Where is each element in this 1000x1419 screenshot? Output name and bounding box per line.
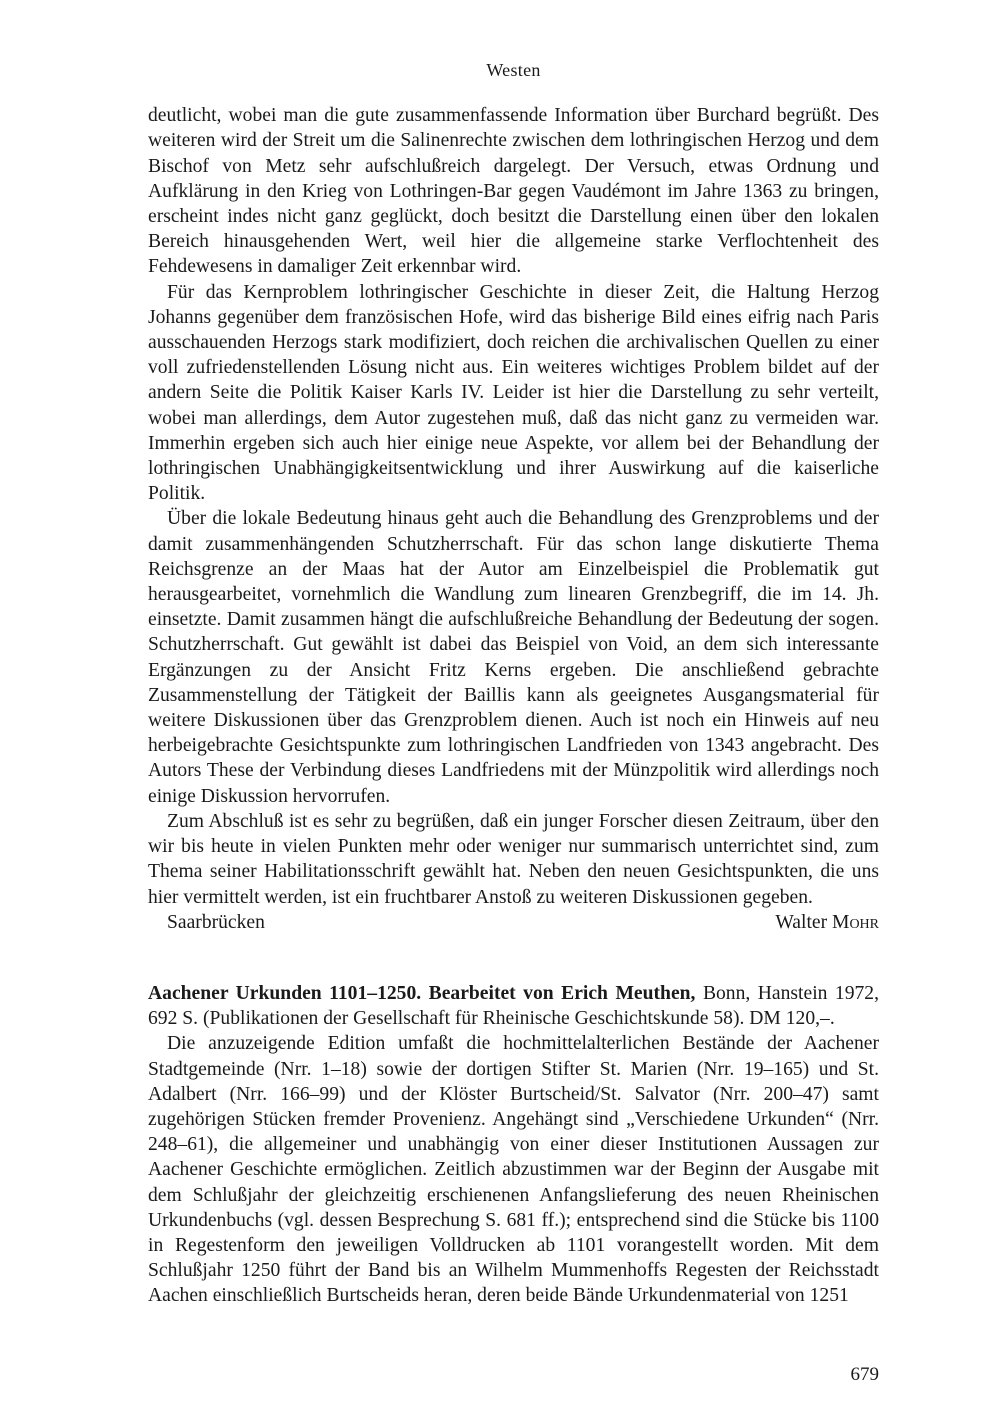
paragraph-4: Zum Abschluß ist es sehr zu begrüßen, daß ein junger Forscher diesen Zeitraum, über den wir bis heute in vielen Punkten mehr oder weniger nur summarisch unterrichtet sind, zum Thema seiner Habilitationsschrift gewählt hat. Neben den neuen Gesichtspunkten, die uns hier vermittelt werden, ist ein fruchtbarer Anstoß zu weiteren Diskussionen gegeben. — [148, 810, 879, 908]
entry-title: Aachener Urkunden 1101–1250. Bearbeitet von Erich Meuthen, — [148, 982, 696, 1004]
entry-paragraph: Die anzuzeigende Edition umfaßt die hochmittelalterlichen Bestände der Aachener Stadtgemeinde (Nrr. 1–18) sowie der dortigen Stifter St. Marien (Nrr. 19–165) und St. Adalbert (Nrr. 166–99) und der Klöster Burtscheid/St. Salvator (Nrr. 200–47) samt zugehörigen Stücken fremder Provenienz. Angehängt sind „Verschiedene Urkunden“ (Nrr. 248–61), die allgemeiner und unabhängig von einer dieser Institutionen Aussagen zur Aachener Geschichte ermöglichen. Zeitlich abzustimmen war der Beginn der Ausgabe mit dem Schlußjahr der gleichzeitig erschienenen Anfangslieferung des neuen Rheinischen Urkundenbuchs (vgl. dessen Besprechung S. 681 ff.); entsprechend sind die Stücke bis 1100 in Regestenform den jeweiligen Volldrucken ab 1101 vorangestellt worden. Mit dem Schlußjahr 1250 führt der Band bis an Wilhelm Mummenhoffs Regesten der Reichsstadt Aachen einschließlich Burtscheids heran, deren beide Bände Urkundenmaterial von 1251 — [148, 1033, 879, 1307]
paragraph-1: deutlicht, wobei man die gute zusammenfassende Information über Burchard begrüßt. Des weiteren wird der Streit um die Salinenrechte zwischen dem lothringischen Herzog und dem Bischof von Metz sehr aufschlußreich dargelegt. Der Versuch, etwas Ordnung und Aufklärung in den Krieg von Lothringen-Bar gegen Vaudémont im Jahre 1363 zu bringen, erscheint indes nicht ganz geglückt, doch besitzt die Darstellung einen über den lokalen Bereich hinausgehenden Wert, weil hier die allgemeine starke Verflochtenheit des Fehdewesens in damaliger Zeit erkennbar wird. — [148, 105, 879, 278]
signature-place: Saarbrücken — [167, 911, 265, 933]
page — [148, 58, 879, 1388]
page-number: 679 — [850, 1364, 879, 1385]
running-head: Westen — [486, 60, 541, 80]
paragraph-2: Für das Kernproblem lothringischer Geschichte in dieser Zeit, die Haltung Herzog Johanns gegenüber dem französischen Hofe, wird das bisherige Bild eines eifrig nach Paris ausschauenden Herzogs stark modifiziert, doch reichen die archivalischen Quellen zu einer voll zufriedenstellenden Lösung nicht aus. Ein weiteres wichtiges Problem bildet auf der andern Seite die Politik Kaiser Karls IV. Leider ist hier die Darstellung zu sehr verteilt, wobei man allerdings, dem Autor zugestehen muß, daß das nicht ganz zu vermeiden war. Immerhin ergeben sich auch hier einige neue Aspekte, vor allem bei der Behandlung der lothringischen Unabhängigkeitsentwicklung und ihrer Auswirkung auf die kaiserliche Politik. — [148, 281, 879, 505]
author-last-name: Mohr — [832, 911, 879, 933]
paragraph-3: Über die lokale Bedeutung hinaus geht auch die Behandlung des Grenzproblems und der damit zusammenhängenden Schutzherrschaft. Für das schon lange diskutierte Thema Reichsgrenze an der Maas hat der Autor am Einzelbeispiel die Problematik gut herausgearbeitet, vornehmlich die Wandlung zum linearen Grenzbegriff, die im 14. Jh. einsetzte. Damit zusammen hängt die aufschlußreiche Behandlung der Bedeutung der sogen. Schutzherrschaft. Gut gewählt ist dabei das Beispiel von Void, an dem sich interessante Ergänzungen zu der Ansicht Fritz Kerns ergeben. Die anschließend gebrachte Zusammenstellung der Tätigkeit der Baillis kann als geeignetes Ausgangsmaterial für weitere Diskussionen über das Grenzproblem dienen. Auch ist noch ein Hinweis auf neu herbeigebrachte Gesichtspunkte zum lothringischen Landfrieden von 1343 angebracht. Des Autors These der Verbindung dieses Landfriedens mit der Münzpolitik wird allerdings noch einige Diskussion hervorrufen. — [148, 508, 879, 807]
signature-author — [775, 910, 879, 935]
author-first-name: Walter — [775, 911, 828, 933]
bibliographic-entry — [148, 981, 879, 1031]
review-aachener-urkunden — [148, 981, 879, 1309]
entry-citation: Bonn, Hanstein 1972, 692 S. (Publikationen der Gesellschaft für Rheinische Geschichtskunde 58). DM 120,–. — [148, 982, 880, 1030]
signature-line — [148, 910, 879, 935]
review-mohr — [148, 103, 879, 935]
